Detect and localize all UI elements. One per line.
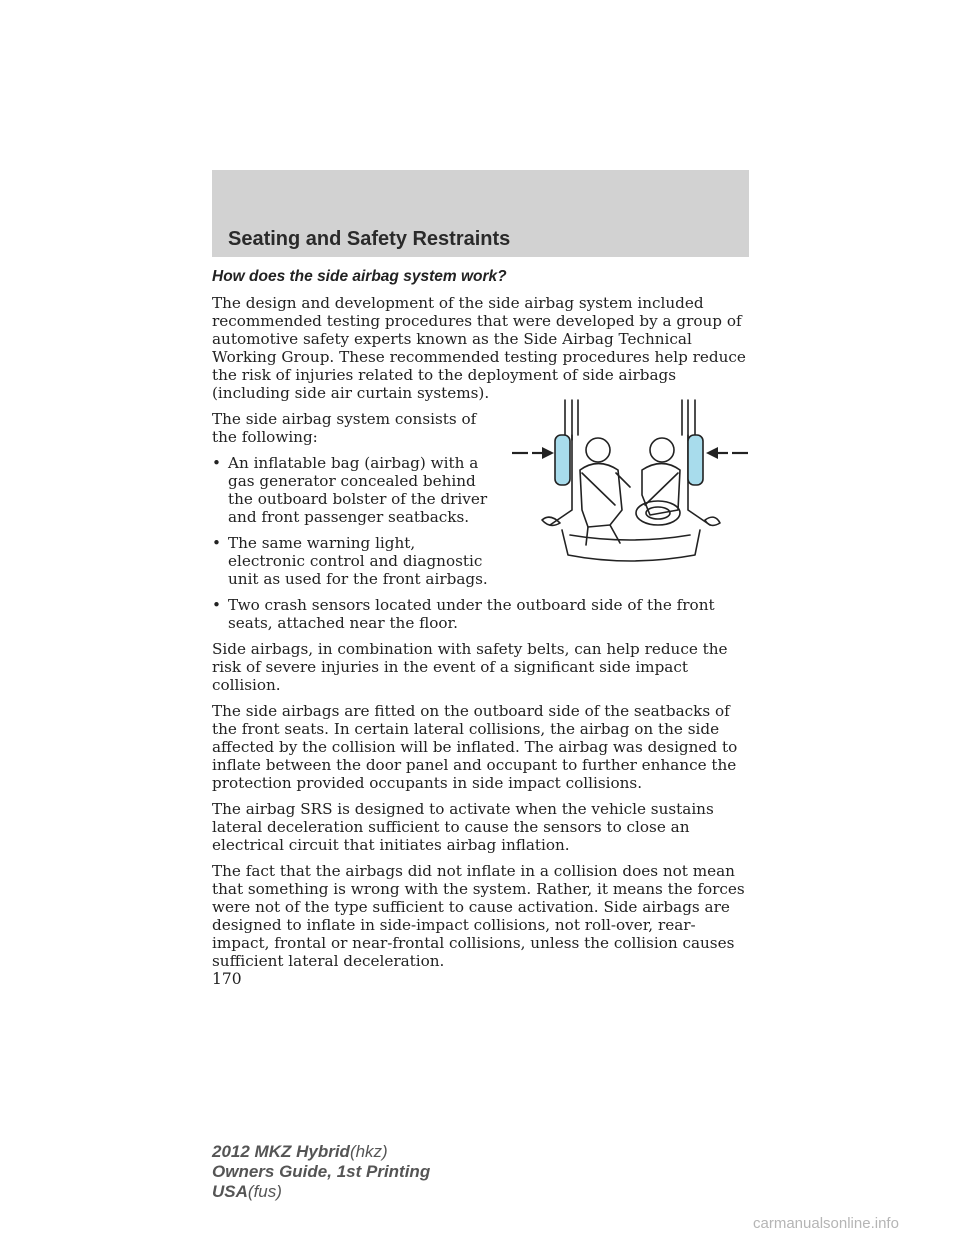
bullet-icon: •	[212, 454, 221, 472]
bullet-icon: •	[212, 596, 221, 614]
consists-paragraph: The side airbag system consists of the following:	[212, 410, 477, 446]
list-item: • Two crash sensors located under the outboard side of the front seats, attached near the floor.	[212, 596, 715, 632]
list-item: • An inflatable bag (airbag) with a gas generator concealed behind the outboard bolster of the driver and front passenger seatbacks.	[212, 454, 488, 526]
page-number: 170	[212, 970, 242, 988]
body-paragraph: The airbag SRS is designed to activate when the vehicle sustains lateral deceleration sufficient to cause the sensors to close an electrical circuit that initiates airbag inflation.	[212, 800, 714, 854]
side-airbag-illustration-icon	[510, 395, 750, 570]
document-footer: 2012 MKZ Hybrid(hkz) Owners Guide, 1st Printing USA(fus)	[212, 1142, 431, 1201]
intro-paragraph: The design and development of the side airbag system included recommended testing procedures that were developed by a group of automotive safety experts known as the Side Airbag Technical Working Group. These recommended testing procedures help reduce the risk of injuries related to the deployment of side airbags (including side air curtain systems).	[212, 294, 746, 402]
body-paragraph: The side airbags are fitted on the outboard side of the seatbacks of the front seats. In certain lateral collisions, the airbag on the side affected by the collision will be inflated. The airbag was designed to inflate between the door panel and occupant to further enhance the protection provided occupants in side impact collisions.	[212, 702, 738, 792]
bullet-icon: •	[212, 534, 221, 552]
body-paragraph: The fact that the airbags did not inflate in a collision does not mean that something is wrong with the system. Rather, it means the forces were not of the type sufficient to cause activation. Side airbags are designed to inflate in side-impact collisions, not roll-over, rear-impact, frontal or near-frontal collisions, unless the collision causes sufficient lateral deceleration.	[212, 862, 745, 970]
section-header-band	[212, 170, 749, 257]
subsection-heading: How does the side airbag system work?	[212, 268, 507, 285]
right-airbag-icon	[688, 435, 703, 485]
section-title: Seating and Safety Restraints	[228, 228, 511, 250]
body-paragraph: Side airbags, in combination with safety belts, can help reduce the risk of severe injuries in the event of a significant side impact collision.	[212, 640, 728, 694]
list-item: • The same warning light, electronic control and diagnostic unit as used for the front airbags.	[212, 534, 488, 588]
page-content	[212, 268, 752, 978]
left-airbag-icon	[555, 435, 570, 485]
watermark: carmanualsonline.info	[753, 1215, 899, 1232]
